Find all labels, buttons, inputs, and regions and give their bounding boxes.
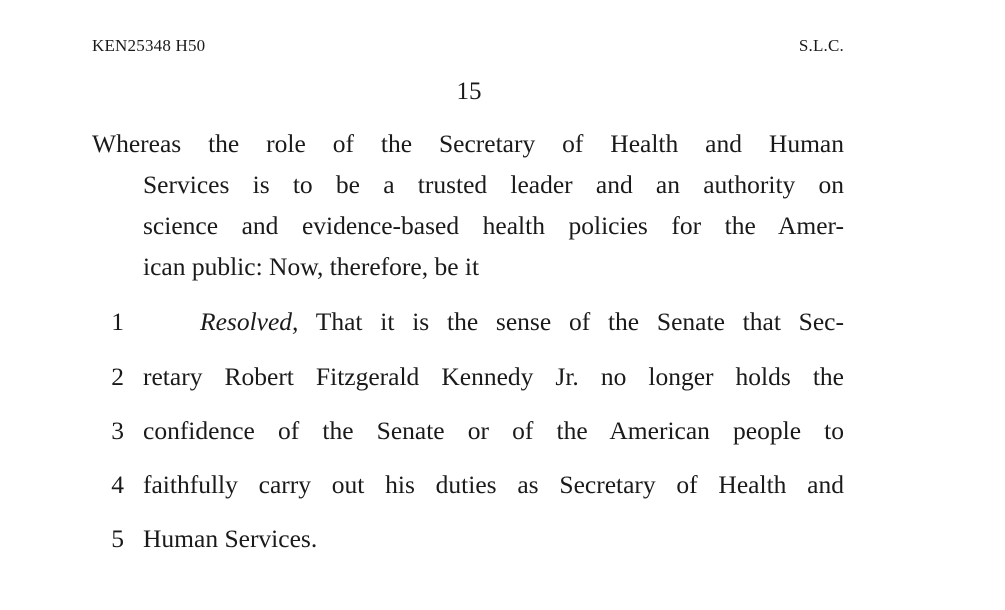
whereas-line-4: ican public: Now, therefore, be it xyxy=(143,252,480,281)
resolution-line-4 xyxy=(0,465,1005,505)
resolved-word: Resolved, xyxy=(200,307,299,336)
slc-marker: S.L.C. xyxy=(798,36,844,55)
line-number: 2 xyxy=(111,362,124,391)
resolution-line-5 xyxy=(0,519,1005,559)
resolution-line-2 xyxy=(0,357,1005,397)
document-id: KEN25348 H50 xyxy=(92,36,206,55)
resolution-text: Human Services. xyxy=(143,524,318,553)
resolution-line-3 xyxy=(0,411,1005,451)
whereas-line-1: Whereas the role of the Secretary of Health and Human xyxy=(92,129,844,158)
resolution-text: retary Robert Fitzgerald Kennedy Jr. no longer holds the xyxy=(143,362,844,391)
whereas-line-3: science and evidence-based health policies for the Amer- xyxy=(143,211,844,240)
resolution-text-rest: That it is the sense of the Senate that Sec- xyxy=(298,307,844,336)
line-number: 5 xyxy=(111,524,124,553)
line-number: 4 xyxy=(111,470,124,499)
resolution-text: faithfully carry out his duties as Secretary of Health and xyxy=(143,470,844,499)
line-number: 1 xyxy=(111,307,124,336)
resolution-text: confidence of the Senate or of the American people to xyxy=(143,416,844,445)
line-number: 3 xyxy=(111,416,124,445)
page-number: 15 xyxy=(456,78,482,105)
resolution-text xyxy=(200,302,844,342)
whereas-line-2: Services is to be a trusted leader and an authority on xyxy=(143,170,844,199)
resolution-line-1 xyxy=(0,302,1005,342)
